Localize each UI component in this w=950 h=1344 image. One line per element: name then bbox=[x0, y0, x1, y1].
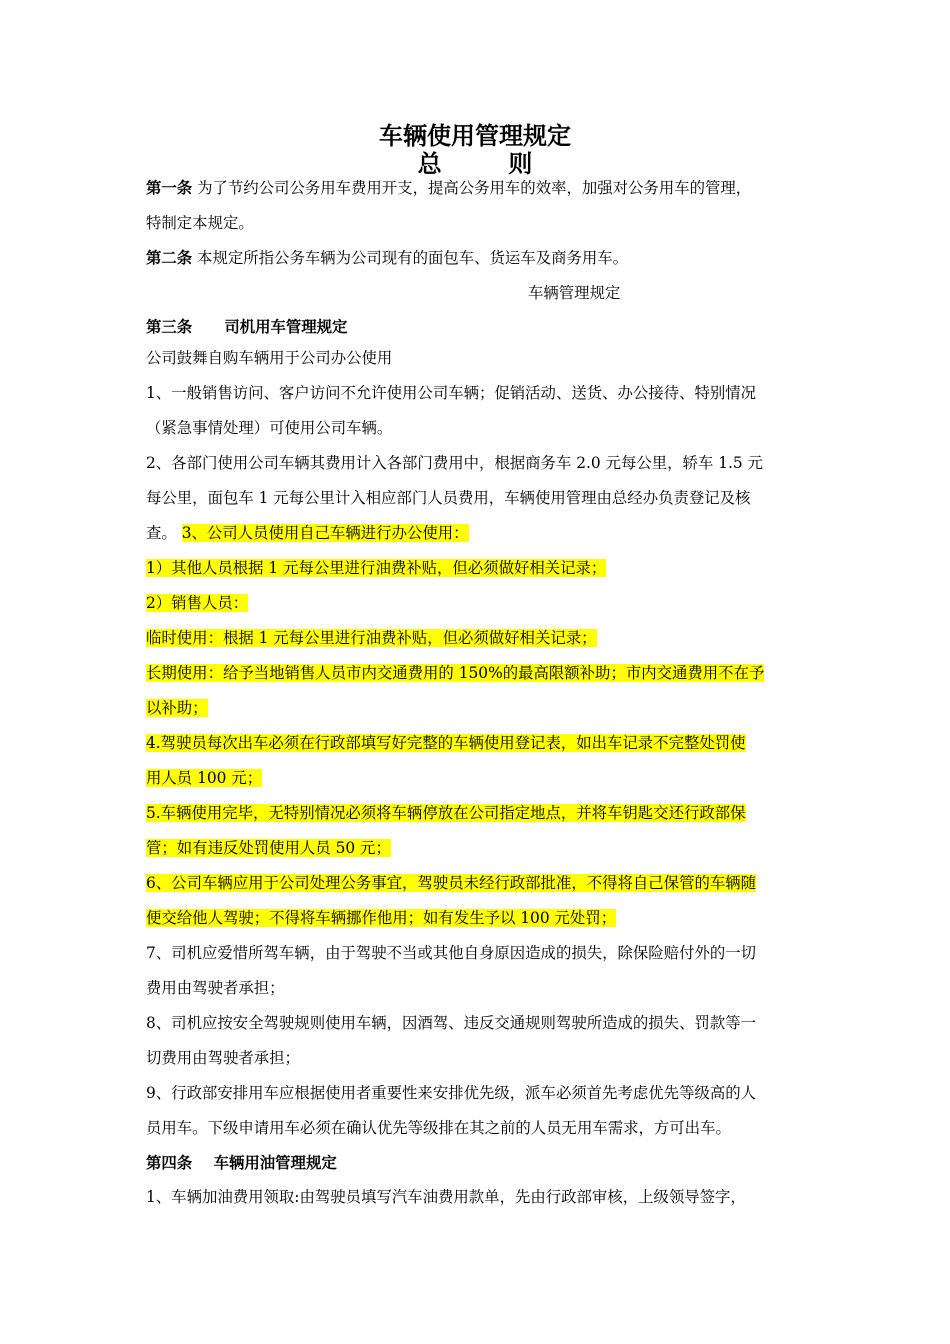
item-8-line-1: 8、司机应按安全驾驶规则使用车辆，因酒驾、违反交通规则驾驶所造成的损失、罚款等一 bbox=[146, 1014, 757, 1032]
item-2-line-1: 2、各部门使用公司车辆其费用计入各部门费用中，根据商务车 2.0 元每公里，轿车 1.5 元 bbox=[146, 454, 763, 472]
article-2-line bbox=[146, 247, 628, 269]
item-5-line-2 bbox=[146, 837, 391, 859]
item-6-line-2 bbox=[146, 907, 616, 929]
article-1-line-1 bbox=[146, 177, 751, 199]
item-7-line-2: 费用由驾驶者承担； bbox=[146, 979, 285, 997]
article-4-heading: 第四条 车辆用油管理规定 bbox=[146, 1154, 337, 1172]
article-3-heading: 第三条 司机用车管理规定 bbox=[146, 318, 348, 336]
item-6-line-1 bbox=[146, 872, 756, 894]
item-5-text-1: 5.车辆使用完毕，无特别情况必须将车辆停放在公司指定地点，并将车钥匙交还行政部保 bbox=[146, 804, 746, 822]
article-1-line-2: 特制定本规定。 bbox=[146, 214, 254, 232]
article-2-text: 本规定所指公务车辆为公司现有的面包车、货运车及商务用车。 bbox=[197, 249, 629, 267]
item-2-line-3 bbox=[146, 522, 469, 544]
article-2-label: 第二条 bbox=[146, 249, 193, 267]
item-9-line-2: 员用车。下级申请用车必须在确认优先等级排在其之前的人员无用车需求，方可出车。 bbox=[146, 1119, 731, 1137]
item-6-text-2: 便交给他人驾驶；不得将车辆挪作他用；如有发生予以 100 元处罚； bbox=[146, 909, 617, 927]
item-7-line-1: 7、司机应爱惜所驾车辆，由于驾驶不当或其他自身原因造成的损失，除保险赔付外的一切 bbox=[146, 944, 757, 962]
article-4-item-1: 1、车辆加油费用领取:由驾驶员填写汽车油费用款单，先由行政部审核，上级领导签字， bbox=[146, 1188, 746, 1206]
item-3-long-line-1 bbox=[146, 662, 764, 684]
item-3-heading: 3、公司人员使用自己车辆进行办公使用： bbox=[181, 524, 469, 542]
item-9-line-1: 9、行政部安排用车应根据使用者重要性来安排优先级，派车必须首先考虑优先等级高的人 bbox=[146, 1084, 757, 1102]
item-5-line-1 bbox=[146, 802, 746, 824]
item-4-text-1: 4.驾驶员每次出车必须在行政部填写好完整的车辆使用登记表，如出车记录不完整处罚使 bbox=[146, 734, 746, 752]
item-1-line-1: 1、一般销售访问、客户访问不允许使用公司车辆；促销活动、送货、办公接待、特别情况 bbox=[146, 384, 757, 402]
item-4-line-1 bbox=[146, 732, 746, 754]
encourage-paragraph: 公司鼓舞自购车辆用于公司办公使用 bbox=[146, 349, 393, 367]
item-5-text-2: 管；如有违反处罚使用人员 50 元； bbox=[146, 839, 391, 857]
document-title: 车辆使用管理规定 bbox=[379, 122, 571, 150]
item-2-line-2: 每公里，面包车 1 元每公里计入相应部门人员费用，车辆使用管理由总经办负责登记及核 bbox=[146, 489, 751, 507]
item-3-long-text-1: 长期使用：给予当地销售人员市内交通费用的 150%的最高限额补助；市内交通费用不在予 bbox=[146, 664, 765, 682]
item-3-temporary-text: 临时使用：根据 1 元每公里进行油费补贴，但必须做好相关记录； bbox=[146, 629, 597, 647]
section-title-general: 总 则 bbox=[417, 150, 533, 178]
article-1-label: 第一条 bbox=[146, 179, 193, 197]
item-3-long-text-2: 以补助； bbox=[146, 699, 208, 717]
item-3-long-line-2 bbox=[146, 697, 208, 719]
item-3-sub-1-text: 1）其他人员根据 1 元每公里进行油费补贴，但必须做好相关记录； bbox=[146, 559, 607, 577]
item-3-temporary bbox=[146, 627, 597, 649]
item-1-line-2: （紧急事情处理）可使用公司车辆。 bbox=[146, 419, 393, 437]
item-4-text-2: 用人员 100 元； bbox=[146, 769, 263, 787]
item-3-sub-2 bbox=[146, 592, 248, 614]
item-3-sub-2-text: 2）销售人员： bbox=[146, 594, 249, 612]
item-6-text-1: 6、公司车辆应用于公司处理公务事宜，驾驶员未经行政部批准，不得将自己保管的车辆随 bbox=[146, 874, 757, 892]
article-1-text: 为了节约公司公务用车费用开支，提高公务用车的效率，加强对公务用车的管理， bbox=[197, 179, 752, 197]
item-2-end: 查。 bbox=[146, 524, 177, 542]
item-3-sub-1 bbox=[146, 557, 606, 579]
item-4-line-2 bbox=[146, 767, 262, 789]
vehicle-management-subheading: 车辆管理规定 bbox=[528, 284, 621, 302]
item-8-line-2: 切费用由驾驶者承担； bbox=[146, 1049, 300, 1067]
